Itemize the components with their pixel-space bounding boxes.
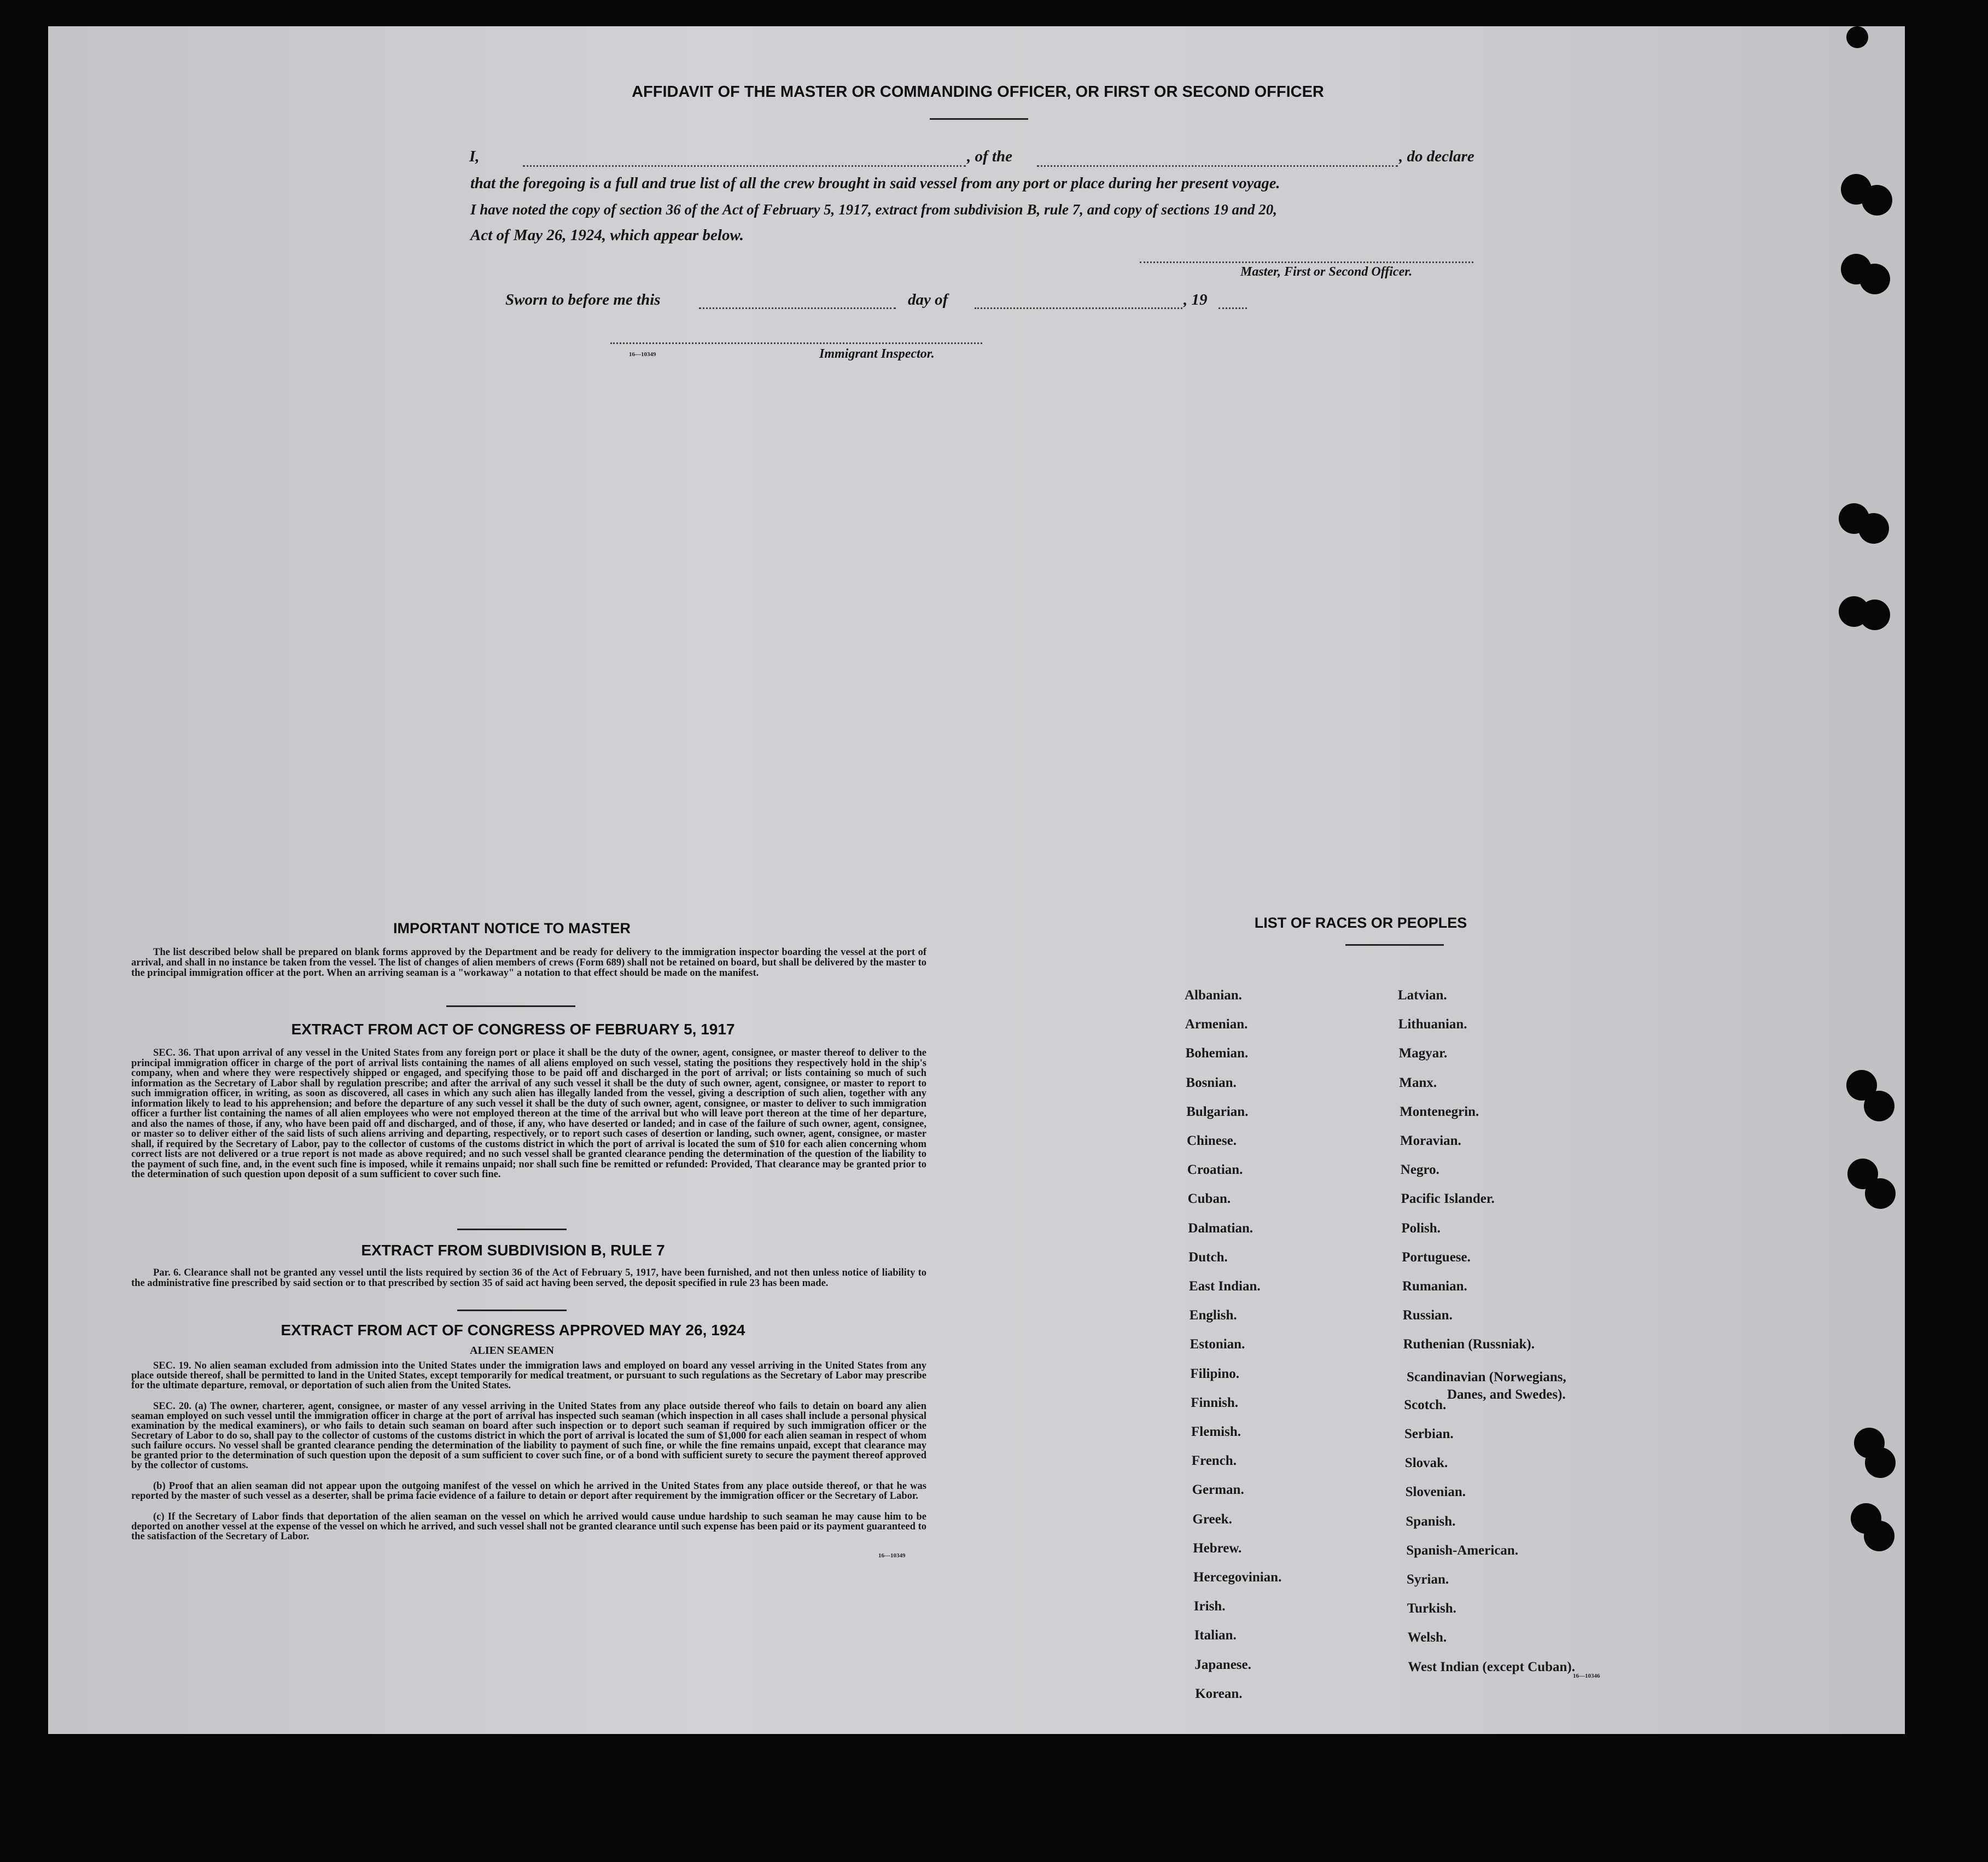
race-item: Negro. — [1400, 1162, 1439, 1178]
extract-1917-title: EXTRACT FROM ACT OF CONGRESS OF FEBRUARY 5, 1917 — [291, 1021, 735, 1038]
rule-7-title: EXTRACT FROM SUBDIVISION B, RULE 7 — [361, 1242, 665, 1259]
race-item: Cuban. — [1187, 1191, 1231, 1207]
signature-label: Master, First or Second Officer. — [1240, 265, 1413, 279]
race-item: Hercegovinian. — [1193, 1570, 1282, 1585]
race-item: Hebrew. — [1193, 1540, 1242, 1556]
race-item: Albanian. — [1185, 988, 1242, 1003]
affidavit-form-number: 16—10349 — [629, 351, 656, 358]
race-item: Bohemian. — [1185, 1046, 1249, 1061]
affidavit-of-the: , of the — [967, 148, 1012, 165]
notice-title: IMPORTANT NOTICE TO MASTER — [393, 920, 631, 936]
race-item: Dalmatian. — [1188, 1220, 1254, 1236]
races-title-rule — [1345, 944, 1444, 946]
affidavit-line-3: I have noted the copy of section 36 of the Act of February 5, 1917, extract from subdivision B, rule 7, and copy of sections 19 and 20, — [470, 201, 1277, 218]
race-item: Flemish. — [1191, 1424, 1241, 1439]
document-page — [48, 26, 1905, 1734]
race-item: Portuguese. — [1402, 1249, 1471, 1265]
sworn-day-blank — [699, 307, 896, 309]
extract-1917-text: SEC. 36. That upon arrival of any vessel in the United States from any foreign port or place it shall be the duty of the owner, agent, consignee, or master thereof to deliver to the principal immigration officer in charge of the port of arrival lists containing the names of all aliens employed on such vessel, stating the positions they respectively hold in the ship's company, when and where they were respectively shipped or engaged, and specifying those to be paid off and discharged in the port of arrival; or lists containing so much of such information as the Secretary of Labor shall by regulation prescribe; and after the arrival of any such vessel it shall be the duty of such owner, agent, consignee, or master to report to such immigration officer, in writing, as soon as discovered, all cases in which any such alien has illegally landed from the vessel, giving a description of such alien, together with any information likely to lead to his apprehension; and before the departure of any such vessel it shall be the duty of such owner, agent, consignee, or master to deliver to such immigration officer a further list containing the names of all alien employees who were not employed thereon at the time of the arrival but who will leave port thereon at the time of her departure, and also the names of those, if any, who have been paid off and discharged, and of those, if any, who have deserted or landed; and in case of the failure of such owner, agent, consignee, or master so to deliver either of the said lists of such aliens arriving and departing, respectively, or to report such cases of desertion or landing, such owner, agent, consignee, or master shall, if required by the Secretary of Labor, pay to the collector of customs of the customs district in which the port of arrival is located the sum of $10 for each alien concerning whom correct lists are not delivered or a true report is not made as above required; and no such vessel shall be granted clearance pending the determination of the question of the liability to the payment of such fine, and, in the event such fine is imposed, while it remains unpaid; nor shall such fine be remitted or refunded: Provided, That clearance may be granted prior to the determination of such question upon deposit of a sum sufficient to cover such fine. — [131, 1048, 926, 1180]
punch-hole — [1865, 1178, 1896, 1209]
affidavit-i-label: I, — [469, 148, 480, 165]
race-item: Danes, and Swedes). — [1447, 1387, 1566, 1402]
sworn-month-blank — [975, 307, 1182, 309]
race-item: East Indian. — [1189, 1279, 1261, 1294]
sec-20b-text: (b) Proof that an alien seaman did not appear upon the outgoing manifest of the vessel on which he arrived in the United States from any place outside thereof, or that he was reported by the master of such vessel as a deserter, shall be prima facie evidence of a failure to detain or deport after requirement by the immigration officer or the Secretary of Labor. — [131, 1481, 926, 1502]
affidavit-title: AFFIDAVIT OF THE MASTER OR COMMANDING OFFICER, OR FIRST OR SECOND OFFICER — [632, 83, 1324, 101]
race-item: Chinese. — [1187, 1133, 1237, 1148]
alien-seamen-subtitle: ALIEN SEAMEN — [470, 1345, 554, 1357]
race-item: Moravian. — [1400, 1133, 1461, 1148]
race-item: Bulgarian. — [1186, 1104, 1249, 1119]
race-item: Pacific Islander. — [1401, 1191, 1495, 1207]
sec-20c-text: (c) If the Secretary of Labor finds that deportation of the alien seaman on the vessel on which he arrived would cause undue hardship to such seaman he may cause him to be deported on another vessel at the expense of the vessel on which he arrived, and such vessel shall not be granted clearance until such expense has been paid or its payment guaranteed to the satisfaction of the Secretary of Labor. — [131, 1511, 926, 1542]
day-of-label: day of — [908, 291, 948, 309]
punch-hole — [1865, 1447, 1896, 1478]
race-item: English. — [1189, 1308, 1237, 1323]
year-label: , 19 — [1184, 291, 1208, 309]
punch-hole — [1858, 513, 1889, 544]
race-item: Bosnian. — [1186, 1075, 1237, 1090]
race-item: Montenegrin. — [1400, 1104, 1479, 1119]
race-item: Rumanian. — [1402, 1279, 1467, 1294]
race-item: German. — [1192, 1482, 1244, 1498]
race-item: Syrian. — [1407, 1572, 1449, 1587]
race-item: Armenian. — [1185, 1017, 1248, 1032]
name-blank — [523, 165, 966, 167]
race-item: French. — [1191, 1453, 1237, 1469]
signature-blank — [1140, 261, 1473, 263]
sec-20a-text: SEC. 20. (a) The owner, charterer, agent, consignee, or master of any vessel arriving in the United States from any place outside thereof who fails to detain on board any alien seaman employed on such vessel until the immigration officer in charge at the port of arrival has inspected such seaman (which inspection in all cases shall include a personal physical examination by the medical examiners), or who fails to detain such seaman on board after such inspection or to deport such seaman if required by such immigration officer or the Secretary of Labor to do so, shall pay to the collector of customs of the customs district in which the port of arrival is located the sum of $1,000 for each alien seaman in respect of whom such failure occurs. No vessel shall be granted clearance pending the determination of the liability to payment of such fine, or while the fine remains unpaid, except that clearance may be granted prior to the determination of such question upon the deposit of a sum sufficient to cover such fine, or of a bond with sufficient surety to secure the payment thereof approved by the collector of customs. — [131, 1401, 926, 1471]
race-item: Korean. — [1195, 1686, 1243, 1701]
punch-hole — [1859, 264, 1890, 294]
race-item: Estonian. — [1190, 1337, 1245, 1352]
race-item: Spanish. — [1406, 1514, 1456, 1529]
race-item: West Indian (except Cuban). — [1408, 1659, 1575, 1674]
punch-hole — [1864, 1091, 1894, 1121]
race-item: Magyar. — [1398, 1046, 1448, 1061]
affidavit-line-4: Act of May 26, 1924, which appear below. — [470, 226, 744, 244]
race-item: Manx. — [1399, 1075, 1437, 1090]
vessel-blank — [1037, 165, 1398, 167]
affidavit-title-rule — [930, 118, 1028, 120]
affidavit-do-declare: , do declare — [1399, 148, 1474, 165]
races-form-number: 16—10346 — [1573, 1673, 1600, 1679]
punch-hole — [1846, 26, 1868, 48]
punch-hole — [1859, 600, 1890, 630]
race-item: Croatian. — [1187, 1162, 1243, 1178]
rule-7-rule — [457, 1310, 567, 1311]
race-item: Scandinavian (Norwegians, — [1407, 1369, 1566, 1384]
race-item: Lithuanian. — [1398, 1017, 1467, 1032]
race-item: Ruthenian (Russniak). — [1403, 1337, 1535, 1352]
race-item: Welsh. — [1407, 1630, 1447, 1645]
race-item: Finnish. — [1191, 1395, 1239, 1410]
notice-rule — [446, 1005, 575, 1007]
sworn-label: Sworn to before me this — [505, 291, 661, 309]
race-item: Scotch. — [1404, 1397, 1447, 1412]
inspector-blank — [610, 342, 982, 344]
race-item: Serbian. — [1404, 1427, 1454, 1441]
race-item: Greek. — [1192, 1511, 1232, 1527]
punch-hole — [1864, 1521, 1894, 1551]
extract-1924-form-number: 16—10349 — [878, 1552, 906, 1559]
affidavit-line-2: that the foregoing is a full and true list of all the crew brought in said vessel from any port or place during her present voyage. — [470, 175, 1280, 192]
race-item: Polish. — [1401, 1220, 1441, 1236]
notice-text: The list described below shall be prepared on blank forms approved by the Department and be ready for delivery to the immigration inspector boarding the vessel at the port of arrival, and shall in no instance be taken from the vessel. The list of changes of alien members of crews (Form 689) shall not be retained on board, but shall be delivered by the master to the principal immigration officer at the port. When an arriving seaman is a "workaway" a notation to that effect should be made on the manifest. — [131, 947, 926, 979]
sec-19-text: SEC. 19. No alien seaman excluded from admission into the United States under the immigration laws and employed on board any vessel arriving in the United States from any place outside thereof, shall be permitted to land in the United States, except temporarily for medical treatment, or pursuant to such regulations as the Secretary of Labor may prescribe for the ultimate departure, removal, or deportation of such alien from the United States. — [131, 1360, 926, 1391]
race-item: Filipino. — [1190, 1366, 1240, 1381]
race-item: Slovenian. — [1405, 1485, 1466, 1500]
race-item: Japanese. — [1194, 1657, 1251, 1672]
race-item: Spanish-American. — [1406, 1543, 1519, 1558]
year-blank — [1219, 307, 1247, 309]
race-item: Irish. — [1193, 1599, 1226, 1614]
punch-hole — [1862, 185, 1892, 216]
inspector-label: Immigrant Inspector. — [819, 347, 935, 361]
race-item: Turkish. — [1407, 1601, 1456, 1616]
races-title: LIST OF RACES OR PEOPLES — [1254, 915, 1467, 931]
extract-1917-rule — [457, 1229, 567, 1230]
extract-1924-title: EXTRACT FROM ACT OF CONGRESS APPROVED MAY 26, 1924 — [281, 1322, 745, 1339]
race-item: Italian. — [1194, 1628, 1237, 1643]
race-item: Dutch. — [1188, 1249, 1228, 1265]
race-item: Latvian. — [1398, 988, 1447, 1003]
race-item: Russian. — [1402, 1308, 1453, 1323]
race-item: Slovak. — [1404, 1456, 1448, 1471]
rule-7-text: Par. 6. Clearance shall not be granted any vessel until the lists required by section 36 of the Act of February 5, 1917, have been furnished, and not then unless notice of liability to the administrative fine prescribed by said section or to that prescribed by section 35 of said act having been served, the deposit specified in rule 23 has been made. — [131, 1267, 926, 1289]
